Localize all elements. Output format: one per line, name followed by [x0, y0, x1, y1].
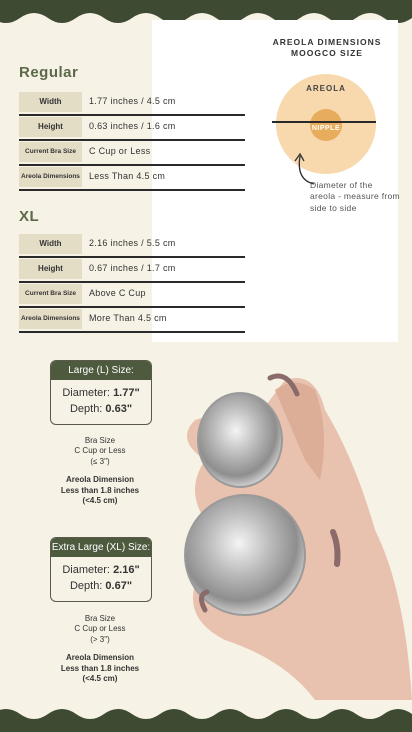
row-label: Width — [19, 234, 82, 254]
diagram-title-line2: MOOGCO SIZE — [291, 48, 363, 59]
large-size-card — [50, 360, 152, 425]
bra-size-note: (≤ 3") — [90, 456, 110, 466]
row-label: Current Bra Size — [19, 142, 82, 162]
regular-bra-row — [19, 142, 245, 166]
xl-areola-row — [19, 309, 245, 333]
row-label: Height — [19, 259, 82, 279]
row-value: 1.77 inches / 4.5 cm — [89, 96, 176, 106]
large-size-info — [50, 436, 150, 506]
xl-width-row — [19, 234, 245, 258]
silver-cups-photo — [165, 370, 412, 700]
row-value: More Than 4.5 cm — [89, 313, 167, 323]
bra-size-value: C Cup or Less — [74, 624, 126, 634]
diameter-label: Diameter: — [62, 564, 114, 576]
row-label: Width — [19, 92, 82, 112]
areola-cm: (<4.5 cm) — [82, 673, 118, 683]
areola-value: Less than 1.8 inches — [60, 663, 140, 673]
regular-height-row — [19, 117, 245, 141]
card-header: Extra Large (XL) Size: — [51, 538, 151, 557]
regular-areola-row — [19, 167, 245, 191]
row-label: Current Bra Size — [19, 284, 82, 304]
diagram-title — [262, 37, 392, 59]
row-value: Less Than 4.5 cm — [89, 171, 166, 181]
xl-size-info — [50, 614, 150, 684]
bra-size-value: C Cup or Less — [74, 446, 126, 456]
bra-size-label: Bra Size — [84, 436, 116, 445]
depth-value: 0.63" — [105, 402, 133, 415]
row-label: Height — [19, 117, 82, 137]
areola-heading: Areola Dimension — [65, 653, 134, 663]
row-label: Areola Dimensions — [19, 167, 82, 187]
xl-height-row — [19, 259, 245, 283]
diameter-value: 1.77" — [113, 387, 140, 399]
card-body — [51, 557, 151, 601]
row-value: Above C Cup — [89, 288, 146, 298]
bottom-wave-band — [0, 702, 412, 732]
card-body — [51, 380, 151, 424]
row-value: 0.63 inches / 1.6 cm — [89, 121, 176, 131]
diagram-title-line1: AREOLA DIMENSIONS — [272, 37, 382, 47]
areola-label: AREOLA — [306, 84, 346, 93]
areola-heading: Areola Dimension — [65, 475, 134, 485]
diameter-label: Diameter: — [62, 387, 114, 399]
bra-size-note: (> 3") — [90, 634, 110, 644]
nipple-label: NIPPLE — [311, 125, 341, 132]
row-label: Areola Dimensions — [19, 309, 82, 329]
depth-value: 0.67" — [105, 579, 133, 592]
card-header: Large (L) Size: — [51, 361, 151, 380]
xl-bra-row — [19, 284, 245, 308]
xl-title: XL — [19, 208, 40, 225]
bra-size-label: Bra Size — [84, 614, 116, 623]
regular-title: Regular — [19, 64, 79, 81]
diameter-line — [272, 121, 376, 123]
areola-value: Less than 1.8 inches — [60, 485, 140, 495]
depth-label: Depth: — [69, 579, 106, 592]
areola-cm: (<4.5 cm) — [82, 495, 118, 505]
depth-label: Depth: — [69, 402, 106, 415]
row-value: 2.16 inches / 5.5 cm — [89, 238, 176, 248]
regular-width-row — [19, 92, 245, 116]
row-value: C Cup or Less — [89, 146, 151, 156]
row-value: 0.67 inches / 1.7 cm — [89, 263, 176, 273]
diagram-caption: Diameter of the areola - measure from side to side — [310, 180, 400, 213]
diameter-value: 2.16" — [113, 564, 140, 576]
xl-size-card — [50, 537, 152, 602]
